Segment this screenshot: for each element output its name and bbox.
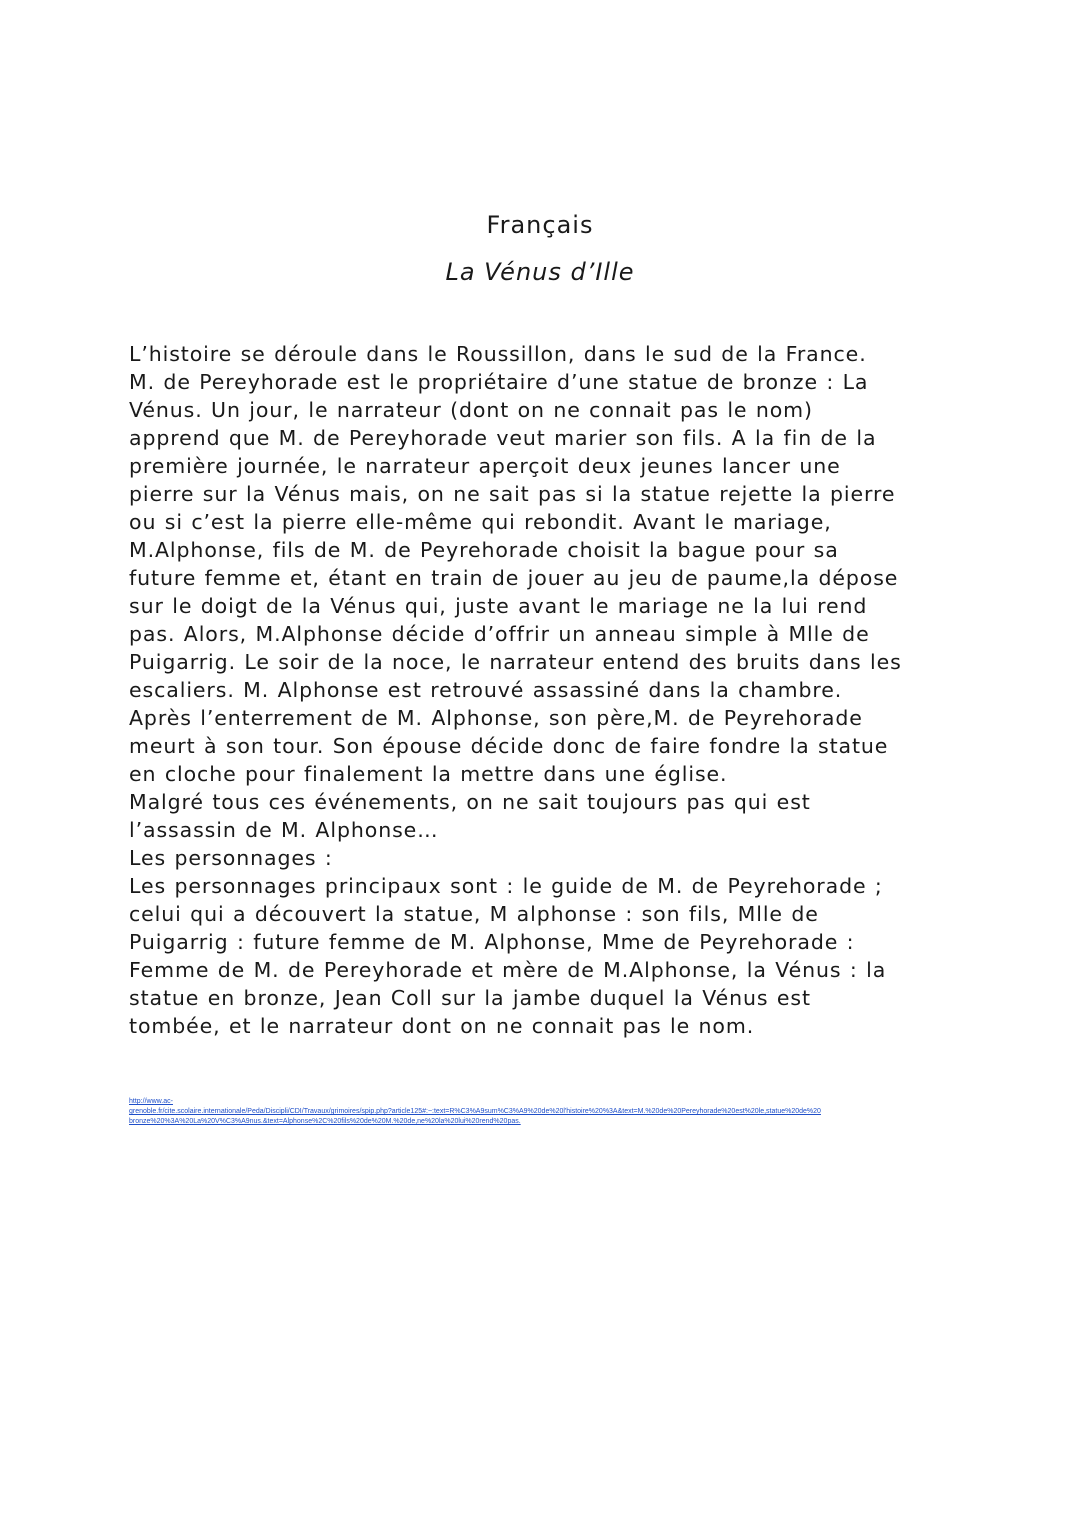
body-line: celui qui a découvert la statue, M alphonse : son fils, Mlle de bbox=[129, 902, 819, 926]
body-line: statue en bronze, Jean Coll sur la jambe duquel la Vénus est bbox=[129, 986, 811, 1010]
body-line: future femme et, étant en train de jouer au jeu de paume,la dépose bbox=[129, 566, 899, 590]
body-line: Vénus. Un jour, le narrateur (dont on ne connait pas le nom) bbox=[129, 398, 813, 422]
body-line: meurt à son tour. Son épouse décide donc de faire fondre la statue bbox=[129, 734, 889, 758]
body-line: Malgré tous ces événements, on ne sait toujours pas qui est bbox=[129, 790, 811, 814]
body-line: première journée, le narrateur aperçoit deux jeunes lancer une bbox=[129, 454, 841, 478]
body-line: Après l’enterrement de M. Alphonse, son père,M. de Peyrehorade bbox=[129, 706, 863, 730]
body-line: pas. Alors, M.Alphonse décide d’offrir un anneau simple à Mlle de bbox=[129, 622, 870, 646]
body-line: sur le doigt de la Vénus qui, juste avant le mariage ne la lui rend bbox=[129, 594, 868, 618]
body-line: M. de Pereyhorade est le propriétaire d’une statue de bronze : La bbox=[129, 370, 869, 394]
body-line: Femme de M. de Pereyhorade et mère de M.Alphonse, la Vénus : la bbox=[129, 958, 887, 982]
body-line: M.Alphonse, fils de M. de Peyrehorade choisit la bague pour sa bbox=[129, 538, 839, 562]
source-url-link[interactable] bbox=[129, 1097, 959, 1127]
body-line: Les personnages principaux sont : le guide de M. de Peyrehorade ; bbox=[129, 874, 883, 898]
body-line: ou si c’est la pierre elle-même qui rebondit. Avant le mariage, bbox=[129, 510, 832, 534]
body-line: tombée, et le narrateur dont on ne connait pas le nom. bbox=[129, 1014, 755, 1038]
body-line: Les personnages : bbox=[129, 846, 333, 870]
summary-body bbox=[129, 340, 959, 1040]
source-url-line[interactable]: bronze%20%3A%20La%20V%C3%A9nus.&text=Alphonse%2C%20fils%20de%20M.%20de,ne%20la%20lui%20rend%20pas. bbox=[129, 1118, 521, 1125]
body-line: apprend que M. de Pereyhorade veut marier son fils. A la fin de la bbox=[129, 426, 877, 450]
body-line: escaliers. M. Alphonse est retrouvé assassiné dans la chambre. bbox=[129, 678, 843, 702]
document-title: Français bbox=[486, 211, 594, 239]
body-line: pierre sur la Vénus mais, on ne sait pas si la statue rejette la pierre bbox=[129, 482, 896, 506]
source-url-line[interactable]: http://www.ac- bbox=[129, 1098, 173, 1105]
body-line: Puigarrig : future femme de M. Alphonse, Mme de Peyrehorade : bbox=[129, 930, 855, 954]
document-subtitle: La Vénus d’Ille bbox=[445, 258, 635, 286]
source-url-line[interactable]: grenoble.fr/cite.scolaire.internationale/Peda/Discipli/CDI/Travaux/grimoires/spip.php?article125#:~:text=R%C3%A9sum%C3%A9%20de%20l'histoire%20%3A&text=M.%20de%20Pereyhorade%20est%20le,statue%20de%20 bbox=[129, 1108, 821, 1115]
body-line: Puigarrig. Le soir de la noce, le narrateur entend des bruits dans les bbox=[129, 650, 902, 674]
body-line: l’assassin de M. Alphonse… bbox=[129, 818, 439, 842]
body-line: L’histoire se déroule dans le Roussillon, dans le sud de la France. bbox=[129, 342, 867, 366]
body-line: en cloche pour finalement la mettre dans une église. bbox=[129, 762, 728, 786]
